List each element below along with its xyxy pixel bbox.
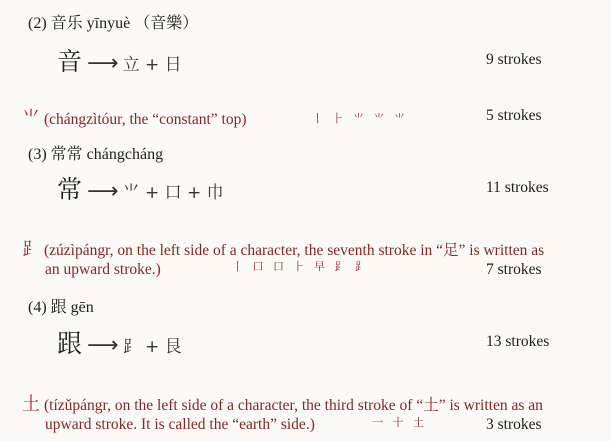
- section-characters: 常常: [50, 144, 83, 163]
- character-components: 立 + 日: [122, 55, 182, 75]
- section-number: (3): [28, 146, 47, 163]
- radical-description-line2: an upward stroke.): [45, 261, 161, 278]
- character-breakdown-chang: [57, 170, 224, 206]
- stroke-count: 3 strokes: [486, 416, 542, 433]
- section-pinyin: chángcháng: [86, 146, 164, 163]
- main-character: 常: [57, 175, 84, 204]
- radical-glyph: 土: [22, 394, 40, 415]
- section-pinyin: yīnyuè: [86, 15, 131, 32]
- stroke-count: 5 strokes: [486, 107, 542, 124]
- radical-description-line2: upward stroke. It is called the “earth” side.): [45, 416, 315, 433]
- stroke-count: 7 strokes: [486, 261, 542, 278]
- section-characters: 音乐: [50, 13, 83, 32]
- section-traditional: （音樂）: [134, 13, 199, 32]
- stroke-count: 9 strokes: [486, 51, 542, 68]
- stroke-count: 11 strokes: [486, 179, 549, 196]
- character-components: ⺌ + 口 + 巾: [122, 183, 224, 203]
- radical-chang-top: [22, 104, 247, 130]
- arrow-icon: ⟶: [87, 51, 119, 76]
- radical-glyph: ⻊: [22, 239, 40, 260]
- section-pinyin: gēn: [70, 299, 94, 316]
- character-breakdown-yin: [57, 42, 182, 78]
- arrow-icon: ⟶: [87, 179, 119, 204]
- section-number: (4): [28, 299, 47, 316]
- section-4-header: [28, 294, 94, 317]
- radical-glyph: ⺌: [22, 108, 40, 129]
- stroke-sequence: 丨 ⺊ ⺌ ⺌ ⺌: [312, 112, 408, 125]
- section-characters: 跟: [50, 297, 67, 316]
- section-3-header: [28, 141, 163, 164]
- section-number: (2): [28, 15, 47, 32]
- radical-description: (zúzìpángr, on the left side of a character, the seventh stroke in “足” is written as: [44, 242, 545, 259]
- section-2-header: [28, 10, 198, 33]
- radical-description: (chángzìtóur, the “constant” top): [44, 111, 247, 128]
- stroke-count: 13 strokes: [486, 333, 550, 350]
- main-character: 跟: [57, 329, 84, 358]
- arrow-icon: ⟶: [87, 333, 119, 358]
- radical-description: (tízǔpángr, on the left side of a character, the third stroke of “土” is written as an: [44, 397, 543, 414]
- character-breakdown-gen: [57, 324, 182, 360]
- stroke-sequence: 丨 ⼝ 口 ⺊ 早 ⻊ ⻊: [232, 260, 369, 273]
- character-components: ⻊ + 艮: [122, 337, 182, 357]
- stroke-sequence: 一 十 土: [372, 416, 427, 429]
- radical-ti-tu-side: [22, 390, 543, 416]
- main-character: 音: [57, 47, 84, 76]
